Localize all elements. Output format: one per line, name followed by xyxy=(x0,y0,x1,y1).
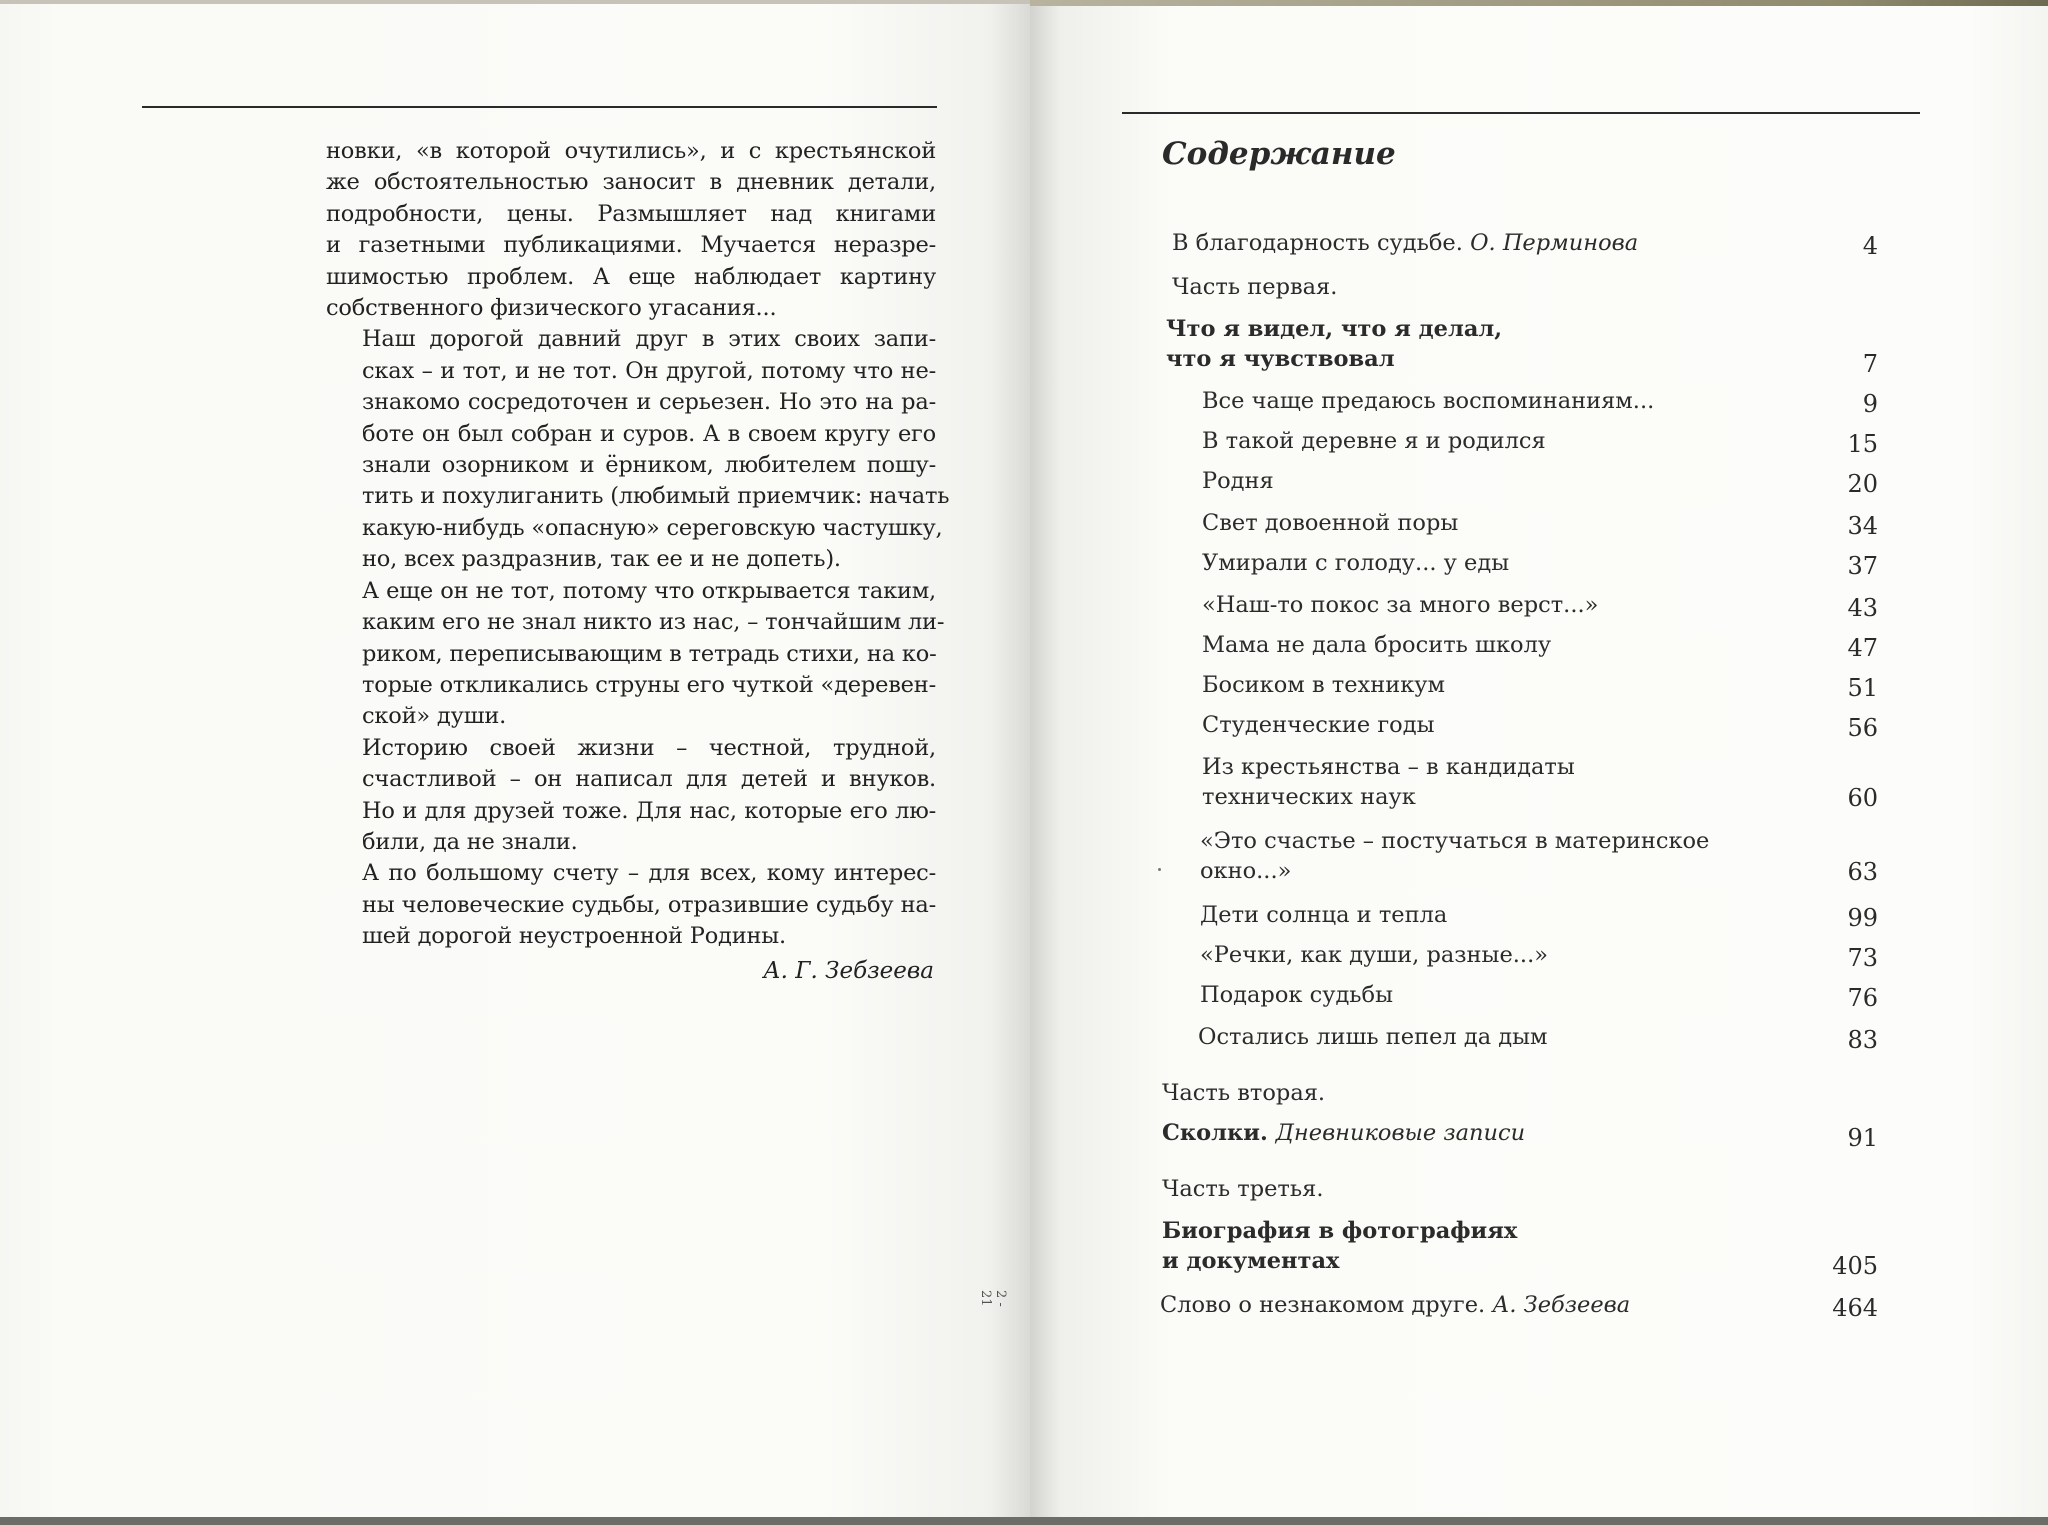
signature: А. Г. Зебзеева xyxy=(763,958,934,984)
toc-page-number: 20 xyxy=(1847,470,1878,498)
toc-page-number: 43 xyxy=(1847,594,1878,622)
toc-subentry xyxy=(1200,826,1709,886)
toc-page-number: 4 xyxy=(1862,232,1878,260)
text-line: же обстоятельностью заносит в дневник детали, xyxy=(326,169,936,196)
toc-entry-text: Слово о незнакомом друге. xyxy=(1160,1292,1493,1318)
toc-page-number: 56 xyxy=(1847,714,1878,742)
signature-mark: 2 - 21 xyxy=(978,1290,1008,1307)
toc-page-number: 34 xyxy=(1847,512,1878,540)
text-line: торые откликались струны его чуткой «деревен- xyxy=(362,671,936,698)
toc-entry-text-continued: окно...» xyxy=(1200,858,1292,884)
toc-entry-text: Что я видел, что я делал, xyxy=(1166,316,1503,342)
toc-page-number: 7 xyxy=(1862,350,1878,378)
toc-entry-text: Сколки. xyxy=(1162,1120,1276,1146)
toc-entry-text: Мама не дала бросить школу xyxy=(1202,632,1552,658)
text-line: били, да не знали. xyxy=(362,828,578,855)
speck xyxy=(1158,868,1161,871)
text-line: каким его не знал никто из нас, – тончайшим ли- xyxy=(362,609,945,636)
body-text xyxy=(326,136,950,953)
paragraph xyxy=(326,858,936,952)
text-line: знали озорником и ёрником, любителем пошу- xyxy=(362,452,936,479)
toc-part-heading xyxy=(1162,1078,1325,1108)
toc-entry-author: А. Зебзеева xyxy=(1492,1292,1631,1318)
toc-entry-text: Часть вторая. xyxy=(1162,1080,1326,1106)
toc-entry-text: Часть первая. xyxy=(1172,274,1338,300)
toc-part-heading xyxy=(1162,1174,1323,1204)
toc-page-number: 83 xyxy=(1847,1026,1878,1054)
text-line: подробности, цены. Размышляет над книгами xyxy=(326,200,936,227)
toc-entry-text-continued: что я чувствовал xyxy=(1166,346,1395,372)
toc-part-heading xyxy=(1172,272,1337,302)
text-line: новки, «в которой очутились», и с крестьянской xyxy=(326,138,936,164)
toc-page-number: 405 xyxy=(1832,1252,1878,1280)
toc-entry xyxy=(1162,1216,1517,1276)
text-line: Но и для друзей тоже. Для нас, которые его лю- xyxy=(362,797,936,824)
paragraph xyxy=(326,324,950,575)
paragraph xyxy=(326,576,945,733)
toc-subentry xyxy=(1202,386,1654,416)
toc-entry-text: Остались лишь пепел да дым xyxy=(1198,1024,1548,1050)
right-page xyxy=(1030,0,2048,1525)
toc-entry-text: «Наш-то покос за много верст...» xyxy=(1202,592,1599,618)
toc-entry-text: Умирали с голоду... у еды xyxy=(1202,550,1510,576)
toc-entry xyxy=(1172,228,1638,258)
toc-page-number: 464 xyxy=(1832,1294,1878,1322)
toc-page-number: 47 xyxy=(1847,634,1878,662)
toc-entry xyxy=(1162,1118,1525,1148)
text-line: собственного физического угасания... xyxy=(326,295,777,322)
toc-subentry xyxy=(1202,670,1445,700)
text-line: сках – и тот, и не тот. Он другой, потому что не- xyxy=(362,357,936,384)
toc-entry xyxy=(1160,1290,1630,1320)
toc-page-number: 76 xyxy=(1847,984,1878,1012)
text-line: боте он был собран и суров. А в своем кругу его xyxy=(362,420,936,447)
text-line: но, всех раздразнив, так ее и не допеть). xyxy=(362,546,841,573)
toc-subentry xyxy=(1202,710,1434,740)
text-line: А еще он не тот, потому что открывается таким, xyxy=(362,577,936,604)
toc-subentry xyxy=(1202,466,1274,496)
toc-entry-text: Часть третья. xyxy=(1162,1176,1324,1202)
page-edge-bottom xyxy=(1030,1517,2048,1525)
toc-entry-text: Родня xyxy=(1202,468,1274,494)
paragraph xyxy=(326,733,936,859)
toc-entry-text: «Речки, как души, разные...» xyxy=(1200,942,1548,968)
text-line: шимостью проблем. А еще наблюдает картину xyxy=(326,263,936,290)
text-line: знакомо сосредоточен и серьезен. Но это на ра- xyxy=(362,389,936,416)
text-line: ны человеческие судьбы, отразившие судьбу на- xyxy=(362,891,936,918)
toc-entry-text: Студенческие годы xyxy=(1202,712,1435,738)
toc-entry-text: Все чаще предаюсь воспоминаниям... xyxy=(1202,388,1655,414)
toc-subentry xyxy=(1202,630,1551,660)
toc-subentry xyxy=(1202,426,1546,456)
text-line: тить и похулиганить (любимый приемчик: начать xyxy=(362,483,950,510)
text-line: риком, переписывающим в тетрадь стихи, на ко- xyxy=(362,640,937,667)
page-edge-bottom xyxy=(0,1517,1030,1525)
toc-page-number: 60 xyxy=(1847,784,1878,812)
toc-subentry xyxy=(1200,900,1447,930)
toc-entry-author: О. Перминова xyxy=(1470,230,1639,256)
toc-entry xyxy=(1166,314,1502,374)
toc-entry-text: В благодарность судьбе. xyxy=(1172,230,1471,256)
toc-subentry xyxy=(1200,940,1548,970)
toc-subentry xyxy=(1202,590,1598,620)
toc-page-number: 51 xyxy=(1847,674,1878,702)
toc-subentry xyxy=(1200,980,1393,1010)
toc-entry-author: Дневниковые записи xyxy=(1275,1120,1526,1146)
toc-page-number: 99 xyxy=(1847,904,1878,932)
toc-entry-text: Свет довоенной поры xyxy=(1202,510,1459,536)
toc-subentry xyxy=(1202,752,1575,812)
toc-entry-text: Босиком в техникум xyxy=(1202,672,1446,698)
toc-entry-text-continued: технических наук xyxy=(1202,784,1416,810)
text-line: и газетными публикациями. Мучается неразре- xyxy=(326,232,936,259)
text-line: шей дорогой неустроенной Родины. xyxy=(362,923,786,950)
header-rule xyxy=(142,106,937,108)
toc-entry-text-continued: и документах xyxy=(1162,1248,1340,1274)
toc-subentry xyxy=(1198,1022,1548,1052)
text-line: счастливой – он написал для детей и внуков. xyxy=(362,766,936,793)
toc-page-number: 15 xyxy=(1847,430,1878,458)
toc-entry-text: «Это счастье – постучаться в материнское xyxy=(1200,828,1710,854)
toc-page-number: 91 xyxy=(1847,1124,1878,1152)
toc-entry-text: Подарок судьбы xyxy=(1200,982,1393,1008)
toc-subentry xyxy=(1202,508,1458,538)
toc-page-number: 73 xyxy=(1847,944,1878,972)
toc-entry-text: Биография в фотографиях xyxy=(1162,1218,1518,1244)
toc-page-number: 37 xyxy=(1847,552,1878,580)
page-edge xyxy=(0,0,1030,4)
text-line: А по большому счету – для всех, кому интерес- xyxy=(362,860,936,887)
toc-entry-text: В такой деревне я и родился xyxy=(1202,428,1546,454)
text-line: какую-нибудь «опасную» сереговскую частушку, xyxy=(362,514,943,541)
toc-entry-text: Из крестьянства – в кандидаты xyxy=(1202,754,1575,780)
toc-subentry xyxy=(1202,548,1509,578)
table-of-contents xyxy=(1030,0,2048,1525)
toc-page-number: 9 xyxy=(1862,390,1878,418)
text-line: Наш дорогой давний друг в этих своих запи- xyxy=(362,326,936,353)
text-line: Историю своей жизни – честной, трудной, xyxy=(362,734,936,761)
toc-entry-text: Дети солнца и тепла xyxy=(1200,902,1448,928)
paragraph xyxy=(326,136,936,324)
toc-title: Содержание xyxy=(1162,136,1396,172)
toc-page-number: 63 xyxy=(1847,858,1878,886)
text-line: ской» души. xyxy=(362,703,507,730)
